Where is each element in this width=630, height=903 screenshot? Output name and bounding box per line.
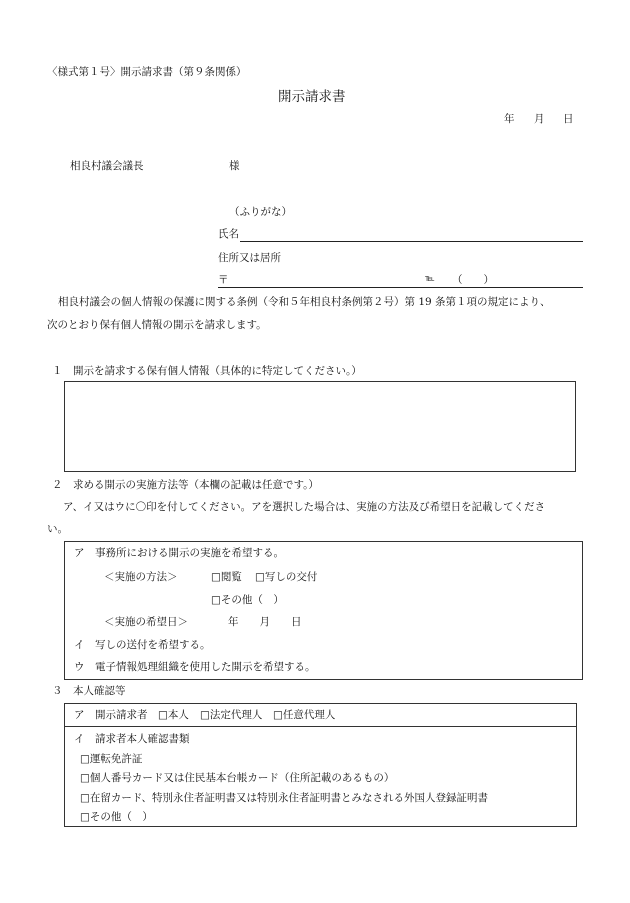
section3-heading: ３ 本人確認等 <box>52 685 126 697</box>
identity-docs-label: イ 請求者本人確認書類 <box>74 733 190 745</box>
postal-mark: 〒 <box>218 274 229 286</box>
option-i[interactable]: イ 写しの送付を希望する。 <box>74 639 211 651</box>
address-label: 住所又は居所 <box>218 252 281 264</box>
section3-box <box>64 703 577 827</box>
page-title: 開示請求書 <box>278 89 346 105</box>
intro-line-2: 次のとおり保有個人情報の開示を請求します。 <box>47 319 267 331</box>
address-underline <box>218 287 583 288</box>
method-view-checkbox[interactable]: □閲覧 <box>211 571 242 583</box>
tel-label: ℡ <box>425 274 435 284</box>
date-year: 年 <box>504 113 515 125</box>
option-a[interactable]: ア 事務所における開示の実施を希望する。 <box>74 547 284 559</box>
tel-parentheses: （ ） <box>452 274 494 286</box>
section2-note-line-1: ア、イ又はウに〇印を付してください。アを選択した場合は、実施の方法及び希望日を記載してくださ <box>63 501 546 513</box>
method-label: ＜実施の方法＞ <box>104 571 178 583</box>
section3-divider <box>64 726 577 727</box>
addressee-name: 相良村議会議長 <box>70 160 144 172</box>
doc-other-checkbox[interactable]: □その他（ ） <box>80 811 153 823</box>
date-day: 日 <box>563 113 574 125</box>
doc-license-checkbox[interactable]: □運転免許証 <box>80 753 143 765</box>
furigana-label: （ふりがな） <box>229 206 292 218</box>
section2-heading: ２ 求める開示の実施方法等（本欄の記載は任意です。） <box>52 479 319 491</box>
requester-legal-checkbox[interactable]: □法定代理人 <box>200 709 263 721</box>
date-month: 月 <box>534 113 545 125</box>
addressee-honorific: 様 <box>229 160 240 172</box>
intro-line-1: 相良村議会の個人情報の保護に関する条例（令和５年相良村条例第２号）第 19 条第１項の規定により、 <box>58 296 551 308</box>
section1-heading: １ 開示を請求する保有個人情報（具体的に特定してください。） <box>52 365 362 377</box>
section2-options-box <box>64 541 583 680</box>
option-u[interactable]: ウ 電子情報処理組織を使用した開示を希望する。 <box>74 661 316 673</box>
method-other-checkbox[interactable]: □その他（ ） <box>211 594 284 606</box>
requester-self-checkbox[interactable]: □本人 <box>158 709 189 721</box>
requester-voluntary-checkbox[interactable]: □任意代理人 <box>273 709 336 721</box>
section1-input-box[interactable] <box>64 381 576 472</box>
requester-label: ア 開示請求者 <box>74 709 148 721</box>
desired-date[interactable]: 年 月 日 <box>228 616 302 628</box>
doc-residence-checkbox[interactable]: □在留カード、特別永住者証明書又は特別永住者証明書とみなされる外国人登録証明書 <box>80 792 488 804</box>
section2-note-line-2: い。 <box>47 523 68 535</box>
name-underline <box>240 241 583 242</box>
form-number-label: 〈様式第１号〉開示請求書（第９条関係） <box>47 66 247 78</box>
name-label: 氏名 <box>218 228 239 240</box>
date-label: ＜実施の希望日＞ <box>104 616 188 628</box>
method-copy-checkbox[interactable]: □写しの交付 <box>255 571 318 583</box>
doc-mynumber-checkbox[interactable]: □個人番号カード又は住民基本台帳カード（住所記載のあるもの） <box>80 772 395 784</box>
